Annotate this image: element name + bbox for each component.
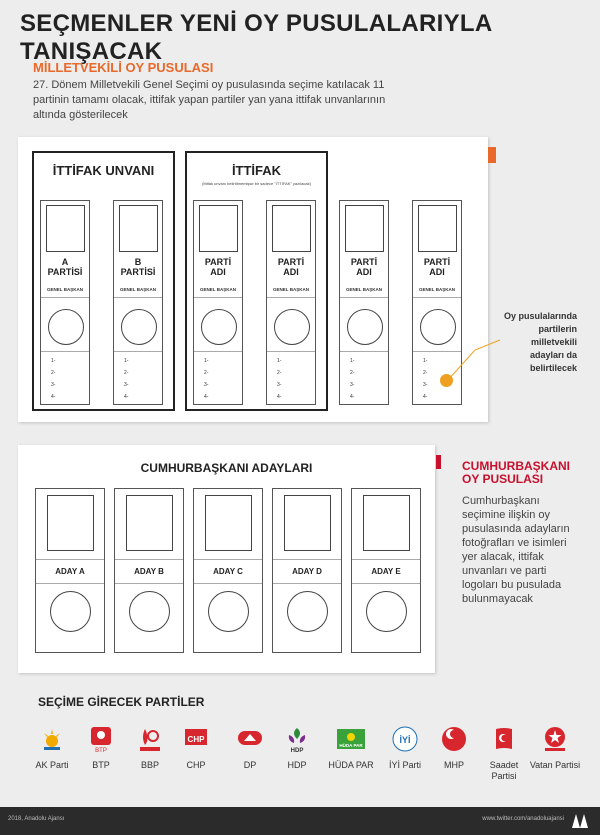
section1-description: 27. Dönem Milletvekili Genel Seçimi oy pusulasında seçime katılacak 11 partinin tamamı olacak, ittifak yapan partiler yan yana ittifak unvanlarının altında gösterilecek [33,79,386,121]
party-name-line1: PARTİ [423,257,451,267]
party-item [26,725,78,771]
section1-title: MİLLETVEKİLİ OY PUSULASI [33,60,214,75]
candidate-column [272,488,342,653]
divider [194,559,262,560]
party-column [40,200,90,405]
candidate-number: 1- [204,358,209,364]
vote-circle[interactable] [208,591,249,632]
candidate-number: 2- [51,370,56,376]
huda-par-logo-icon [337,725,365,753]
party-item [478,725,530,782]
candidate-number: 1- [51,358,56,364]
candidate-number: 2- [423,370,428,376]
candidate-column [35,488,105,653]
party-label: HÜDA PAR [328,760,374,770]
candidate-column [193,488,263,653]
divider [114,297,162,298]
vote-circle[interactable] [274,309,310,345]
leader-label: GENEL BAŞKAN [200,287,236,292]
divider [41,351,89,352]
party-photo-box [345,205,384,252]
party-photo-box [46,205,85,252]
candidate-number: 2- [204,370,209,376]
party-name-line1: PARTİ [204,257,232,267]
orange-accent-tab [488,147,496,163]
party-photo-box [418,205,457,252]
candidate-name: ADAY C [213,567,243,576]
candidate-number: 4- [423,394,428,400]
candidate-number: 1- [350,358,355,364]
candidate-photo-box [126,495,173,551]
footer-link[interactable]: www.twitter.com/anadoluajansi [482,816,564,822]
hdp-logo-icon [283,725,311,753]
candidate-number: 1- [124,358,129,364]
vote-circle[interactable] [121,309,157,345]
vote-circle[interactable] [50,591,91,632]
party-photo-box [119,205,158,252]
iyi-parti-logo-icon [391,725,419,753]
vote-circle[interactable] [420,309,456,345]
candidate-name: ADAY A [55,567,85,576]
party-label: AK Parti [35,760,69,770]
party-label: MHP [444,760,464,770]
party-column [113,200,163,405]
leader-label: GENEL BAŞKAN [47,287,83,292]
party-name-line1: PARTİ [277,257,305,267]
divider [114,351,162,352]
candidate-column [114,488,184,653]
svg-text:CHP: CHP [187,735,205,744]
candidate-photo-box [284,495,331,551]
party-label: BTP [92,760,110,770]
candidate-name: ADAY E [371,567,401,576]
candidate-number: 1- [423,358,428,364]
party-item [170,725,222,771]
mhp-logo-icon [440,725,468,753]
parties-title: SEÇİME GİRECEK PARTİLER [38,695,205,709]
party-item [379,725,431,771]
svg-text:HÜDA PAR: HÜDA PAR [339,743,363,748]
leader-label: GENEL BAŞKAN [273,287,309,292]
party-name-line1: PARTİ [350,257,378,267]
party-item [428,725,480,771]
party-label: Vatan Partisi [529,760,581,770]
dp-logo-icon [236,725,264,753]
divider [36,559,104,560]
leader-label: GENEL BAŞKAN [346,287,382,292]
party-label: CHP [186,760,206,770]
vote-circle[interactable] [201,309,237,345]
chp-logo-icon [182,725,210,753]
party-name-line2: ADI [356,267,372,277]
party-column [193,200,243,405]
candidate-number: 4- [277,394,282,400]
footer [0,807,600,835]
divider [273,583,341,584]
candidate-name: ADAY B [134,567,164,576]
party-item [325,725,377,771]
candidate-number: 3- [124,382,129,388]
candidate-number: 1- [277,358,282,364]
page-title: SEÇMENLER YENİ OY PUSULALARIYLA TANIŞACAK [20,10,492,65]
candidate-photo-box [363,495,410,551]
divider [41,297,89,298]
candidate-number: 4- [350,394,355,400]
divider [352,583,420,584]
party-item [124,725,176,771]
vatan-logo-icon [541,725,569,753]
red-accent-tab [436,455,441,469]
party-name-line2: PARTİSİ [120,267,156,277]
candidate-column [351,488,421,653]
svg-text:İYİ: İYİ [399,735,411,745]
candidate-number: 4- [204,394,209,400]
party-name-line1: B [134,257,142,267]
party-photo-box [199,205,238,252]
divider [115,559,183,560]
party-name-line2: ADI [283,267,299,277]
leader-label: GENEL BAŞKAN [419,287,455,292]
party-column [339,200,389,405]
party-name-line2: PARTİSİ [47,267,83,277]
vote-circle[interactable] [129,591,170,632]
candidate-number: 2- [124,370,129,376]
callout-text: Oy pusulalarında partilerin milletvekili adayları da belirtilecek [503,311,577,373]
divider [340,351,388,352]
divider [352,559,420,560]
candidate-number: 4- [124,394,129,400]
divider [267,297,315,298]
party-photo-box [272,205,311,252]
party-label: BBP [140,760,159,770]
divider [340,297,388,298]
party-column [266,200,316,405]
party-item [529,725,581,771]
divider [115,583,183,584]
divider [267,351,315,352]
party-item [271,725,323,771]
divider [194,351,242,352]
candidate-number: 3- [204,382,209,388]
divider [194,297,242,298]
candidate-photo-box [47,495,94,551]
ak-parti-logo-icon [38,725,66,753]
vote-circle[interactable] [287,591,328,632]
alliance-title-1: İTTİFAK UNVANI [52,163,155,178]
svg-text:BTP: BTP [95,748,107,753]
divider [194,583,262,584]
candidate-number: 2- [350,370,355,376]
divider [413,297,461,298]
parliament-ballot [18,137,488,422]
bbp-logo-icon [136,725,164,753]
anadolu-logo-icon [572,814,588,828]
section2-description: Cumhurbaşkanı seçimine ilişkin oy pusulasında adayların fotoğrafları ve isimleri yer alacak, ittifak unvanları ve parti logoları bu pusulada bulunmayacak [462,495,570,605]
candidate-name: ADAY D [292,567,322,576]
candidate-number: 3- [277,382,282,388]
divider [273,559,341,560]
btp-logo-icon [87,725,115,753]
header [0,0,600,65]
party-label: Saadet Partisi [489,760,519,781]
candidate-number: 4- [51,394,56,400]
divider [413,351,461,352]
candidate-number: 3- [51,382,56,388]
party-column [412,200,462,405]
vote-circle[interactable] [48,309,84,345]
callout-dot [440,374,453,387]
candidate-number: 3- [350,382,355,388]
candidate-photo-box [205,495,252,551]
party-label: HDP [287,760,307,770]
party-item [224,725,276,771]
candidate-number: 3- [423,382,428,388]
party-item [75,725,127,771]
footer-credit: 2018, Anadolu Ajansı [8,816,65,822]
party-name-line2: ADI [429,267,445,277]
vote-circle[interactable] [347,309,383,345]
svg-text:HDP: HDP [290,748,304,753]
section2-title: CUMHURBAŞKANI OY PUSULASI [462,459,570,486]
divider [36,583,104,584]
party-label: DP [243,760,257,770]
candidate-number: 2- [277,370,282,376]
vote-circle[interactable] [366,591,407,632]
saadet-logo-icon [490,725,518,753]
alliance-subtitle: (İttifak unvanı belirtilmemişse bir sadece "İTTİFAK" yazılacak) [202,181,311,186]
party-label: İYİ Parti [388,760,421,770]
party-name-line1: A [61,257,69,267]
presidential-ballot-title: CUMHURBAŞKANI ADAYLARI [140,461,313,475]
leader-label: GENEL BAŞKAN [120,287,156,292]
alliance-title-2: İTTİFAK [231,163,282,178]
party-name-line2: ADI [210,267,226,277]
